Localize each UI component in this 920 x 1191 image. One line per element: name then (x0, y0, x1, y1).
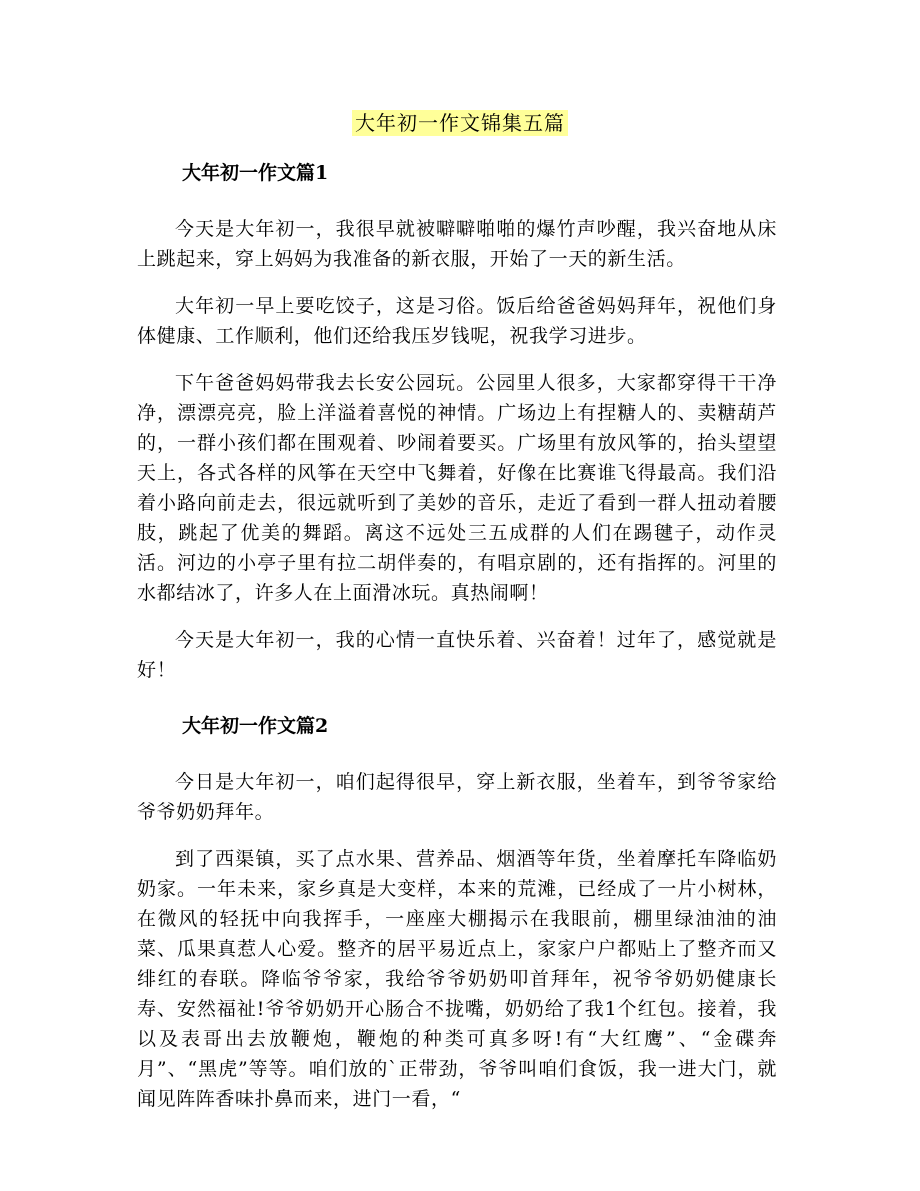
document-title: 大年初一作文锦集五篇 (352, 110, 568, 136)
section-2-paragraph-1: 今日是大年初一，咱们起得很早，穿上新衣服，坐着车，到爷爷家给爷爷奶奶拜年。 (137, 771, 777, 823)
title-wrap (0, 110, 920, 136)
section-2-heading: 大年初一作文篇2 (182, 715, 329, 737)
section-1-heading: 大年初一作文篇1 (182, 162, 329, 184)
section-2-paragraph-2: 到了西渠镇，买了点水果、营养品、烟酒等年货，坐着摩托车降临奶奶家。一年未来，家乡真是大变样，本来的荒滩，已经成了一片小树林，在微风的轻抚中向我挥手，一座座大棚揭示在我眼前，棚里绿油油的油菜、瓜果真惹人心爱。整齐的居平易近点上，家家户户都贴上了整齐而又绯红的春联。降临爷爷家，我给爷爷奶奶叩首拜年，祝爷爷奶奶健康长寿、安然福祉!爷爷奶奶开心肠合不拢嘴，奶奶给了我1个红包。接着，我以及表哥出去放鞭炮，鞭炮的种类可真多呀!有“大红鹰”、“金碟奔月”、“黑虎”等等。咱们放的`正带劲，爷爷叫咱们食饭，我一进大门，就闻见阵阵香味扑鼻而来，进门一看，“ (137, 848, 777, 1110)
section-1-paragraph-1: 今天是大年初一，我很早就被噼噼啪啪的爆竹声吵醒，我兴奋地从床上跳起来，穿上妈妈为我准备的新衣服，开始了一天的新生活。 (137, 218, 777, 270)
document-body (137, 160, 777, 1114)
section-1-paragraph-3: 下午爸爸妈妈带我去长安公园玩。公园里人很多，大家都穿得干干净净，漂漂亮亮，脸上洋溢着喜悦的神情。广场边上有捏糖人的、卖糖葫芦的，一群小孩们都在围观着、吵闹着要买。广场里有放风筝的，抬头望望天上，各式各样的风筝在天空中飞舞着，好像在比赛谁飞得最高。我们沿着小路向前走去，很远就听到了美妙的音乐，走近了看到一群人扭动着腰肢，跳起了优美的舞蹈。离这不远处三五成群的人们在踢毽子，动作灵活。河边的小亭子里有拉二胡伴奏的，有唱京剧的，还有指挥的。河里的水都结冰了，许多人在上面滑冰玩。真热闹啊！ (137, 372, 777, 604)
section-1-paragraph-2: 大年初一早上要吃饺子，这是习俗。饭后给爸爸妈妈拜年，祝他们身体健康、工作顺利，他们还给我压岁钱呢，祝我学习进步。 (137, 295, 777, 347)
section-1-paragraph-4: 今天是大年初一，我的心情一直快乐着、兴奋着！过年了，感觉就是好！ (137, 629, 777, 681)
